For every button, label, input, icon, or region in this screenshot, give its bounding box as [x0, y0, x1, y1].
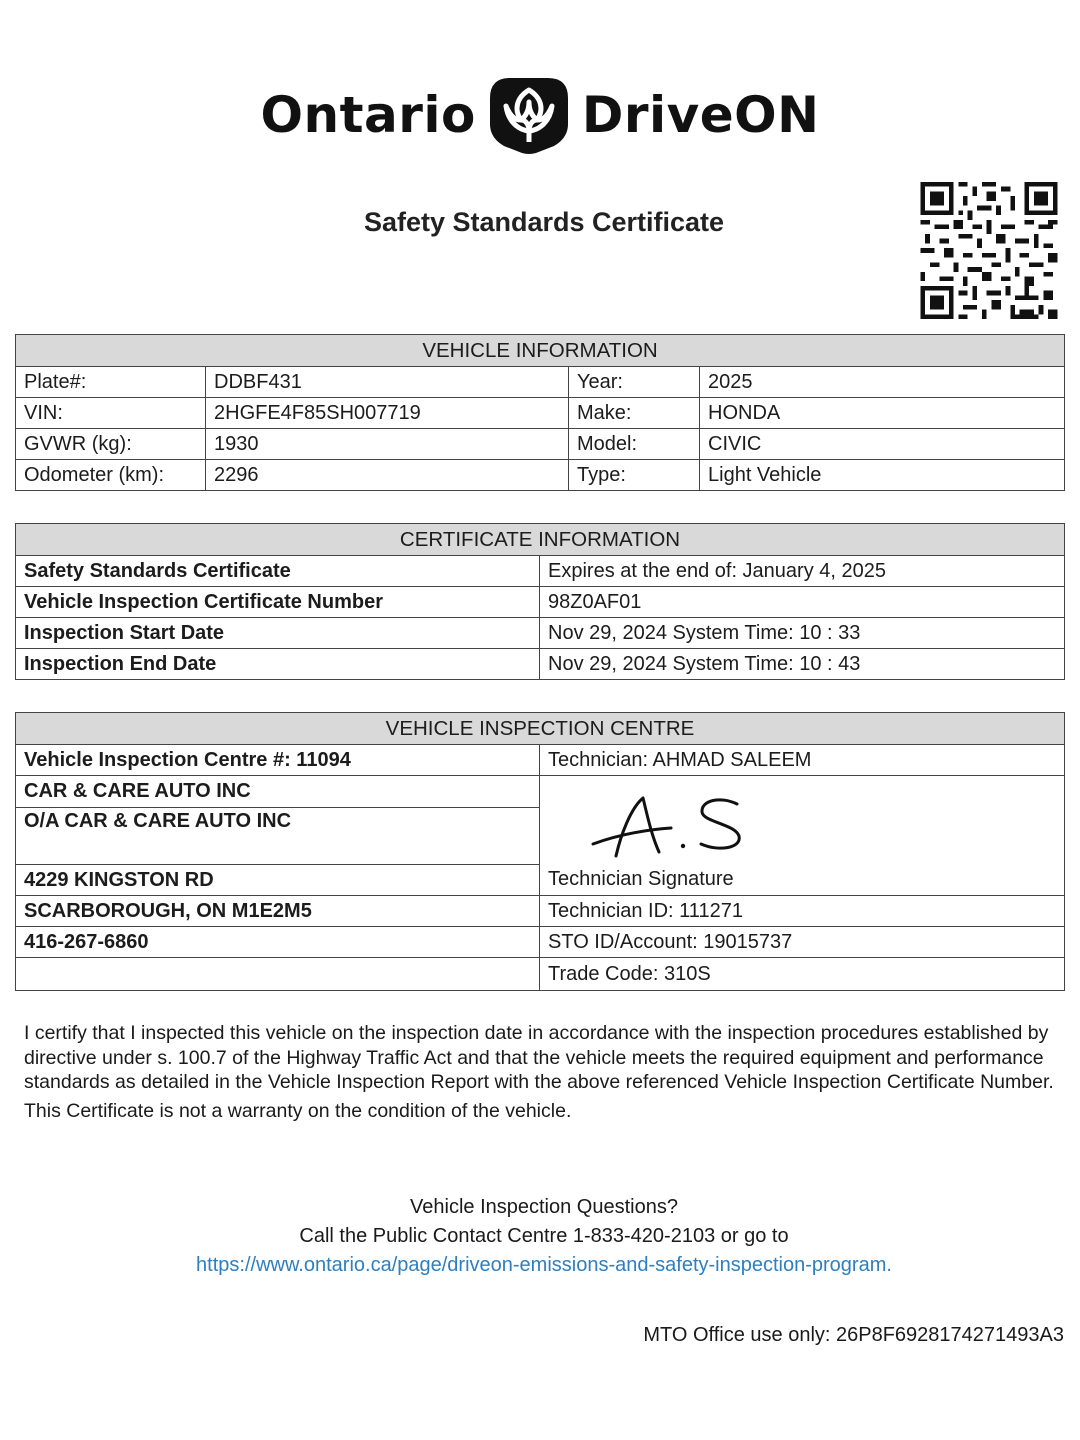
plate-value: DDBF431	[206, 367, 569, 398]
technician-name: Technician: AHMAD SALEEM	[540, 745, 1065, 776]
year-label: Year:	[569, 367, 700, 398]
make-label: Make:	[569, 398, 700, 429]
centre-street: 4229 KINGSTON RD	[16, 865, 540, 896]
mto-office-code: MTO Office use only: 26P8F6928174271493A3	[643, 1324, 1064, 1346]
technician-signature	[585, 790, 755, 862]
table-row	[16, 776, 1065, 808]
table-row	[16, 745, 1065, 776]
make-value: HONDA	[700, 398, 1065, 429]
vin-label: VIN:	[16, 398, 206, 429]
table-row	[16, 649, 1065, 680]
signature-cell	[540, 776, 1065, 896]
driveon-program-link[interactable]: https://www.ontario.ca/page/driveon-emissions-and-safety-inspection-program.	[196, 1254, 892, 1276]
centre-phone: 416-267-6860	[16, 927, 540, 958]
year-value: 2025	[700, 367, 1065, 398]
page-title: Safety Standards Certificate	[363, 207, 725, 237]
trade-code: Trade Code: 310S	[540, 958, 1065, 991]
table-row	[16, 958, 1065, 991]
vin-value: 2HGFE4F85SH007719	[206, 398, 569, 429]
start-date-value: Nov 29, 2024 System Time: 10 : 33	[540, 618, 1065, 649]
centre-name: CAR & CARE AUTO INC	[16, 776, 540, 808]
plate-label: Plate#:	[16, 367, 206, 398]
start-date-label: Inspection Start Date	[16, 618, 540, 649]
end-date-value: Nov 29, 2024 System Time: 10 : 43	[540, 649, 1065, 680]
trillium-icon	[488, 76, 570, 154]
table-row	[16, 460, 1065, 491]
table-row	[16, 927, 1065, 958]
centre-operating-as: O/A CAR & CARE AUTO INC	[16, 808, 540, 865]
contact-question: Vehicle Inspection Questions?	[410, 1196, 678, 1218]
table-row	[16, 429, 1065, 460]
certificate-number-label: Vehicle Inspection Certificate Number	[16, 587, 540, 618]
certification-paragraph: I certify that I inspected this vehicle on the inspection date in accordance with the inspection procedures established by directive under s. 100.7 of the Highway Traffic Act and that the vehicle meets the required equipment and performance standards as detailed in the Vehicle Inspection Report with the above referenced Vehicle Inspection Certificate Number.	[24, 1022, 1054, 1093]
contact-section	[0, 1193, 1080, 1280]
ssc-label: Safety Standards Certificate	[16, 556, 540, 587]
model-label: Model:	[569, 429, 700, 460]
logo-ontario-text: Ontario	[260, 86, 476, 144]
certification-statement	[24, 1021, 1064, 1123]
centre-number: Vehicle Inspection Centre #: 11094	[16, 745, 540, 776]
vehicle-information-table	[15, 334, 1065, 491]
model-value: CIVIC	[700, 429, 1065, 460]
empty-cell	[16, 958, 540, 991]
table-row	[16, 398, 1065, 429]
odometer-label: Odometer (km):	[16, 460, 206, 491]
table-row	[16, 587, 1065, 618]
table-row	[16, 556, 1065, 587]
signature-label: Technician Signature	[548, 868, 734, 890]
certificate-information-table	[15, 523, 1065, 680]
table-row	[16, 367, 1065, 398]
odometer-value: 2296	[206, 460, 569, 491]
qr-code-icon[interactable]	[917, 182, 1061, 319]
type-value: Light Vehicle	[700, 460, 1065, 491]
ssc-expiry-value: Expires at the end of: January 4, 2025	[540, 556, 1065, 587]
gvwr-label: GVWR (kg):	[16, 429, 206, 460]
table-row	[16, 896, 1065, 927]
sto-account: STO ID/Account: 19015737	[540, 927, 1065, 958]
centre-city: SCARBOROUGH, ON M1E2M5	[16, 896, 540, 927]
ontario-driveon-logo	[0, 76, 1080, 154]
gvwr-value: 1930	[206, 429, 569, 460]
type-label: Type:	[569, 460, 700, 491]
inspection-centre-heading: VEHICLE INSPECTION CENTRE	[16, 713, 1065, 745]
end-date-label: Inspection End Date	[16, 649, 540, 680]
table-row	[16, 618, 1065, 649]
technician-id: Technician ID: 111271	[540, 896, 1065, 927]
certificate-information-heading: CERTIFICATE INFORMATION	[16, 524, 1065, 556]
vehicle-information-heading: VEHICLE INFORMATION	[16, 335, 1065, 367]
certificate-number-value: 98Z0AF01	[540, 587, 1065, 618]
logo-driveon-text: DriveON	[581, 86, 820, 144]
warranty-disclaimer: This Certificate is not a warranty on the condition of the vehicle.	[24, 1099, 572, 1122]
contact-call-line: Call the Public Contact Centre 1-833-420-2103 or go to	[299, 1225, 789, 1247]
inspection-centre-table	[15, 712, 1065, 991]
